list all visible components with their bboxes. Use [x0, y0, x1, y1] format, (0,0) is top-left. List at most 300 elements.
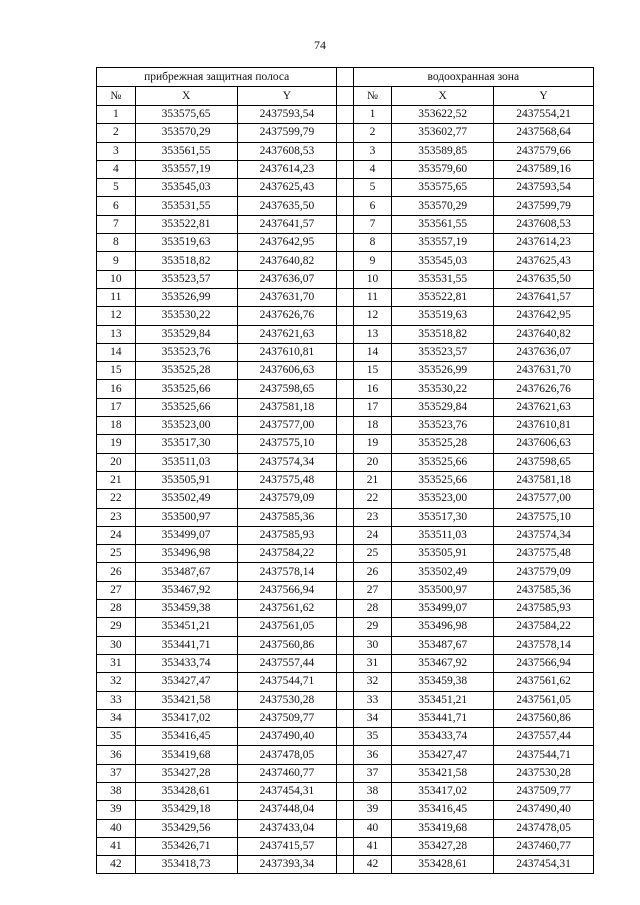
left-y-value: 2437574,34 — [237, 453, 337, 471]
left-point-number: 11 — [97, 288, 136, 306]
right-x-value: 353570,29 — [392, 197, 494, 215]
right-y-value: 2437641,57 — [494, 288, 594, 306]
right-point-number: 2 — [353, 124, 392, 142]
left-x-value: 353561,55 — [135, 142, 237, 160]
right-point-number: 24 — [353, 526, 392, 544]
left-y-value: 2437509,77 — [237, 709, 337, 727]
right-x-value: 353589,85 — [392, 142, 494, 160]
column-gap — [337, 764, 353, 782]
right-point-number: 41 — [353, 837, 392, 855]
right-x-value: 353526,99 — [392, 362, 494, 380]
right-y-value: 2437599,79 — [494, 197, 594, 215]
left-y-value: 2437560,86 — [237, 636, 337, 654]
right-point-number: 32 — [353, 673, 392, 691]
section-title-row — [97, 68, 594, 87]
table-row — [97, 124, 594, 142]
right-x-value: 353525,66 — [392, 471, 494, 489]
left-point-number: 21 — [97, 471, 136, 489]
table-row — [97, 746, 594, 764]
right-y-value: 2437577,00 — [494, 490, 594, 508]
left-point-number: 26 — [97, 563, 136, 581]
left-x-value: 353525,66 — [135, 380, 237, 398]
column-gap — [337, 307, 353, 325]
column-gap — [337, 325, 353, 343]
column-gap — [337, 417, 353, 435]
column-gap — [337, 288, 353, 306]
left-x-value: 353526,99 — [135, 288, 237, 306]
left-col-x-header: X — [135, 87, 237, 106]
left-x-value: 353517,30 — [135, 435, 237, 453]
column-gap — [337, 545, 353, 563]
left-y-value: 2437575,48 — [237, 471, 337, 489]
right-y-value: 2437579,66 — [494, 142, 594, 160]
right-point-number: 34 — [353, 709, 392, 727]
table-row — [97, 215, 594, 233]
left-x-value: 353575,65 — [135, 106, 237, 124]
right-y-value: 2437642,95 — [494, 307, 594, 325]
table-row — [97, 819, 594, 837]
left-point-number: 2 — [97, 124, 136, 142]
table-row — [97, 563, 594, 581]
right-y-value: 2437598,65 — [494, 453, 594, 471]
left-x-value: 353519,63 — [135, 234, 237, 252]
right-y-value: 2437625,43 — [494, 252, 594, 270]
left-x-value: 353427,47 — [135, 673, 237, 691]
column-gap — [337, 197, 353, 215]
right-y-value: 2437635,50 — [494, 270, 594, 288]
right-y-value: 2437640,82 — [494, 325, 594, 343]
table-row — [97, 508, 594, 526]
left-y-value: 2437610,81 — [237, 343, 337, 361]
column-gap — [337, 728, 353, 746]
column-gap — [337, 252, 353, 270]
right-point-number: 25 — [353, 545, 392, 563]
right-col-number-header: № — [353, 87, 392, 106]
right-point-number: 4 — [353, 160, 392, 178]
left-y-value: 2437433,04 — [237, 819, 337, 837]
table-row — [97, 160, 594, 178]
column-gap — [337, 746, 353, 764]
right-point-number: 27 — [353, 581, 392, 599]
left-y-value: 2437598,65 — [237, 380, 337, 398]
right-x-value: 353519,63 — [392, 307, 494, 325]
table-row — [97, 471, 594, 489]
left-point-number: 6 — [97, 197, 136, 215]
column-header-row — [97, 87, 594, 106]
left-x-value: 353518,82 — [135, 252, 237, 270]
right-point-number: 23 — [353, 508, 392, 526]
left-x-value: 353525,66 — [135, 398, 237, 416]
left-point-number: 15 — [97, 362, 136, 380]
left-x-value: 353505,91 — [135, 471, 237, 489]
right-y-value: 2437585,93 — [494, 600, 594, 618]
left-x-value: 353529,84 — [135, 325, 237, 343]
left-point-number: 19 — [97, 435, 136, 453]
right-x-value: 353523,57 — [392, 343, 494, 361]
right-x-value: 353579,60 — [392, 160, 494, 178]
right-y-value: 2437585,36 — [494, 581, 594, 599]
right-point-number: 11 — [353, 288, 392, 306]
left-x-value: 353525,28 — [135, 362, 237, 380]
left-point-number: 31 — [97, 654, 136, 672]
left-point-number: 37 — [97, 764, 136, 782]
column-gap — [337, 343, 353, 361]
left-point-number: 28 — [97, 600, 136, 618]
table-row — [97, 435, 594, 453]
right-x-value: 353511,03 — [392, 526, 494, 544]
column-gap — [337, 490, 353, 508]
right-y-value: 2437631,70 — [494, 362, 594, 380]
right-y-value: 2437626,76 — [494, 380, 594, 398]
table-row — [97, 673, 594, 691]
right-col-y-header: Y — [494, 87, 594, 106]
right-x-value: 353561,55 — [392, 215, 494, 233]
left-point-number: 20 — [97, 453, 136, 471]
right-x-value: 353500,97 — [392, 581, 494, 599]
right-y-value: 2437593,54 — [494, 179, 594, 197]
right-y-value: 2437566,94 — [494, 654, 594, 672]
right-point-number: 13 — [353, 325, 392, 343]
left-point-number: 42 — [97, 856, 136, 874]
left-point-number: 7 — [97, 215, 136, 233]
left-x-value: 353451,21 — [135, 618, 237, 636]
left-point-number: 4 — [97, 160, 136, 178]
right-x-value: 353522,81 — [392, 288, 494, 306]
left-x-value: 353467,92 — [135, 581, 237, 599]
left-y-value: 2437621,63 — [237, 325, 337, 343]
left-x-value: 353545,03 — [135, 179, 237, 197]
left-y-value: 2437599,79 — [237, 124, 337, 142]
right-x-value: 353419,68 — [392, 819, 494, 837]
left-y-value: 2437578,14 — [237, 563, 337, 581]
left-y-value: 2437626,76 — [237, 307, 337, 325]
right-x-value: 353441,71 — [392, 709, 494, 727]
left-x-value: 353429,18 — [135, 801, 237, 819]
right-point-number: 5 — [353, 179, 392, 197]
right-x-value: 353427,28 — [392, 837, 494, 855]
table-row — [97, 801, 594, 819]
right-x-value: 353525,28 — [392, 435, 494, 453]
left-x-value: 353511,03 — [135, 453, 237, 471]
right-x-value: 353575,65 — [392, 179, 494, 197]
column-gap — [337, 87, 353, 106]
left-x-value: 353427,28 — [135, 764, 237, 782]
left-x-value: 353421,58 — [135, 691, 237, 709]
left-point-number: 12 — [97, 307, 136, 325]
column-gap — [337, 563, 353, 581]
right-y-value: 2437454,31 — [494, 856, 594, 874]
left-x-value: 353499,07 — [135, 526, 237, 544]
right-y-value: 2437574,34 — [494, 526, 594, 544]
column-gap — [337, 398, 353, 416]
left-point-number: 41 — [97, 837, 136, 855]
left-y-value: 2437606,63 — [237, 362, 337, 380]
left-y-value: 2437581,18 — [237, 398, 337, 416]
right-y-value: 2437579,09 — [494, 563, 594, 581]
table-row — [97, 270, 594, 288]
right-x-value: 353421,58 — [392, 764, 494, 782]
left-x-value: 353522,81 — [135, 215, 237, 233]
right-y-value: 2437460,77 — [494, 837, 594, 855]
right-y-value: 2437584,22 — [494, 618, 594, 636]
right-point-number: 35 — [353, 728, 392, 746]
left-point-number: 27 — [97, 581, 136, 599]
column-gap — [337, 673, 353, 691]
left-y-value: 2437454,31 — [237, 782, 337, 800]
left-point-number: 32 — [97, 673, 136, 691]
left-y-value: 2437642,95 — [237, 234, 337, 252]
column-gap — [337, 160, 353, 178]
left-x-value: 353496,98 — [135, 545, 237, 563]
right-y-value: 2437560,86 — [494, 709, 594, 727]
column-gap — [337, 215, 353, 233]
column-gap — [337, 654, 353, 672]
column-gap — [337, 362, 353, 380]
left-y-value: 2437593,54 — [237, 106, 337, 124]
left-y-value: 2437585,36 — [237, 508, 337, 526]
column-gap — [337, 453, 353, 471]
right-point-number: 37 — [353, 764, 392, 782]
coordinates-table — [96, 67, 594, 874]
right-x-value: 353531,55 — [392, 270, 494, 288]
left-x-value: 353429,56 — [135, 819, 237, 837]
table-row — [97, 362, 594, 380]
left-y-value: 2437577,00 — [237, 417, 337, 435]
right-point-number: 21 — [353, 471, 392, 489]
right-col-x-header: X — [392, 87, 494, 106]
right-x-value: 353523,76 — [392, 417, 494, 435]
right-x-value: 353433,74 — [392, 728, 494, 746]
left-y-value: 2437614,23 — [237, 160, 337, 178]
left-x-value: 353500,97 — [135, 508, 237, 526]
left-point-number: 3 — [97, 142, 136, 160]
left-y-value: 2437415,57 — [237, 837, 337, 855]
right-point-number: 39 — [353, 801, 392, 819]
left-y-value: 2437460,77 — [237, 764, 337, 782]
left-y-value: 2437557,44 — [237, 654, 337, 672]
right-x-value: 353530,22 — [392, 380, 494, 398]
right-x-value: 353529,84 — [392, 398, 494, 416]
column-gap — [337, 68, 353, 87]
right-point-number: 8 — [353, 234, 392, 252]
right-y-value: 2437606,63 — [494, 435, 594, 453]
left-point-number: 23 — [97, 508, 136, 526]
table-body — [97, 106, 594, 874]
right-point-number: 40 — [353, 819, 392, 837]
left-x-value: 353459,38 — [135, 600, 237, 618]
right-y-value: 2437530,28 — [494, 764, 594, 782]
right-point-number: 20 — [353, 453, 392, 471]
left-point-number: 18 — [97, 417, 136, 435]
right-x-value: 353622,52 — [392, 106, 494, 124]
left-point-number: 5 — [97, 179, 136, 197]
left-x-value: 353419,68 — [135, 746, 237, 764]
right-y-value: 2437581,18 — [494, 471, 594, 489]
table-row — [97, 837, 594, 855]
right-x-value: 353467,92 — [392, 654, 494, 672]
left-section-title: прибрежная защитная полоса — [97, 68, 337, 87]
left-point-number: 9 — [97, 252, 136, 270]
left-x-value: 353417,02 — [135, 709, 237, 727]
left-point-number: 8 — [97, 234, 136, 252]
left-x-value: 353531,55 — [135, 197, 237, 215]
column-gap — [337, 526, 353, 544]
column-gap — [337, 435, 353, 453]
left-y-value: 2437641,57 — [237, 215, 337, 233]
right-point-number: 42 — [353, 856, 392, 874]
right-y-value: 2437621,63 — [494, 398, 594, 416]
right-x-value: 353502,49 — [392, 563, 494, 581]
right-x-value: 353602,77 — [392, 124, 494, 142]
left-point-number: 38 — [97, 782, 136, 800]
right-point-number: 10 — [353, 270, 392, 288]
table-row — [97, 490, 594, 508]
left-point-number: 35 — [97, 728, 136, 746]
column-gap — [337, 782, 353, 800]
right-point-number: 31 — [353, 654, 392, 672]
column-gap — [337, 142, 353, 160]
left-x-value: 353570,29 — [135, 124, 237, 142]
right-point-number: 15 — [353, 362, 392, 380]
right-x-value: 353496,98 — [392, 618, 494, 636]
left-x-value: 353441,71 — [135, 636, 237, 654]
table-row — [97, 764, 594, 782]
right-y-value: 2437610,81 — [494, 417, 594, 435]
right-point-number: 9 — [353, 252, 392, 270]
table-row — [97, 545, 594, 563]
right-y-value: 2437544,71 — [494, 746, 594, 764]
column-gap — [337, 270, 353, 288]
left-y-value: 2437393,34 — [237, 856, 337, 874]
column-gap — [337, 856, 353, 874]
right-y-value: 2437557,44 — [494, 728, 594, 746]
right-y-value: 2437490,40 — [494, 801, 594, 819]
left-y-value: 2437640,82 — [237, 252, 337, 270]
left-point-number: 10 — [97, 270, 136, 288]
left-x-value: 353418,73 — [135, 856, 237, 874]
table-row — [97, 600, 594, 618]
column-gap — [337, 471, 353, 489]
left-y-value: 2437544,71 — [237, 673, 337, 691]
table-row — [97, 142, 594, 160]
left-x-value: 353530,22 — [135, 307, 237, 325]
left-x-value: 353426,71 — [135, 837, 237, 855]
right-point-number: 19 — [353, 435, 392, 453]
left-point-number: 39 — [97, 801, 136, 819]
left-point-number: 30 — [97, 636, 136, 654]
table-row — [97, 636, 594, 654]
right-point-number: 29 — [353, 618, 392, 636]
right-y-value: 2437589,16 — [494, 160, 594, 178]
left-y-value: 2437561,62 — [237, 600, 337, 618]
left-y-value: 2437625,43 — [237, 179, 337, 197]
left-x-value: 353487,67 — [135, 563, 237, 581]
page-number: 74 — [314, 38, 326, 52]
left-point-number: 24 — [97, 526, 136, 544]
table-row — [97, 581, 594, 599]
right-point-number: 26 — [353, 563, 392, 581]
left-y-value: 2437448,04 — [237, 801, 337, 819]
right-point-number: 16 — [353, 380, 392, 398]
left-y-value: 2437575,10 — [237, 435, 337, 453]
right-point-number: 17 — [353, 398, 392, 416]
table-row — [97, 709, 594, 727]
left-point-number: 16 — [97, 380, 136, 398]
table-row — [97, 325, 594, 343]
table-row — [97, 691, 594, 709]
table-row — [97, 398, 594, 416]
right-point-number: 7 — [353, 215, 392, 233]
left-y-value: 2437478,05 — [237, 746, 337, 764]
right-y-value: 2437478,05 — [494, 819, 594, 837]
right-point-number: 33 — [353, 691, 392, 709]
column-gap — [337, 691, 353, 709]
right-x-value: 353417,02 — [392, 782, 494, 800]
left-point-number: 29 — [97, 618, 136, 636]
left-col-number-header: № — [97, 87, 136, 106]
left-point-number: 34 — [97, 709, 136, 727]
table-row — [97, 234, 594, 252]
right-x-value: 353545,03 — [392, 252, 494, 270]
table-row — [97, 288, 594, 306]
right-y-value: 2437561,05 — [494, 691, 594, 709]
column-gap — [337, 618, 353, 636]
right-point-number: 12 — [353, 307, 392, 325]
column-gap — [337, 179, 353, 197]
right-point-number: 22 — [353, 490, 392, 508]
right-y-value: 2437568,64 — [494, 124, 594, 142]
table-row — [97, 307, 594, 325]
table-row — [97, 106, 594, 124]
column-gap — [337, 380, 353, 398]
left-x-value: 353433,74 — [135, 654, 237, 672]
right-x-value: 353487,67 — [392, 636, 494, 654]
right-point-number: 30 — [353, 636, 392, 654]
right-section-title: водоохранная зона — [353, 68, 593, 87]
right-x-value: 353427,47 — [392, 746, 494, 764]
left-x-value: 353502,49 — [135, 490, 237, 508]
right-y-value: 2437561,62 — [494, 673, 594, 691]
column-gap — [337, 581, 353, 599]
right-x-value: 353451,21 — [392, 691, 494, 709]
right-x-value: 353525,66 — [392, 453, 494, 471]
column-gap — [337, 106, 353, 124]
column-gap — [337, 837, 353, 855]
right-x-value: 353517,30 — [392, 508, 494, 526]
table-row — [97, 526, 594, 544]
table-row — [97, 654, 594, 672]
table-row — [97, 179, 594, 197]
left-y-value: 2437566,94 — [237, 581, 337, 599]
left-point-number: 33 — [97, 691, 136, 709]
right-x-value: 353523,00 — [392, 490, 494, 508]
table-row — [97, 197, 594, 215]
left-y-value: 2437636,07 — [237, 270, 337, 288]
left-y-value: 2437561,05 — [237, 618, 337, 636]
right-y-value: 2437554,21 — [494, 106, 594, 124]
table-row — [97, 380, 594, 398]
column-gap — [337, 636, 353, 654]
column-gap — [337, 600, 353, 618]
right-y-value: 2437636,07 — [494, 343, 594, 361]
right-x-value: 353557,19 — [392, 234, 494, 252]
left-y-value: 2437490,40 — [237, 728, 337, 746]
left-point-number: 17 — [97, 398, 136, 416]
table-row — [97, 252, 594, 270]
left-point-number: 13 — [97, 325, 136, 343]
right-point-number: 38 — [353, 782, 392, 800]
column-gap — [337, 819, 353, 837]
